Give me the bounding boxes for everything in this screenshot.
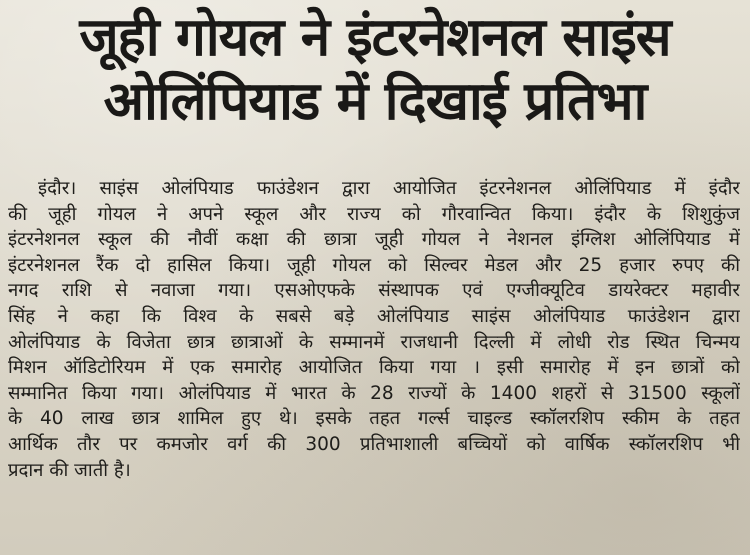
body-line: नगद राशि से नवाजा गया। एसओएफके संस्थापक एवं एग्जीक्यूटिव डायरेक्टर महावीर — [8, 280, 740, 302]
body-line: मिशन ऑडिटोरियम में एक समारोह आयोजित किया गया । इसी समारोह में इन छात्रों को — [8, 357, 740, 379]
body-line: इंटरनेशनल स्कूल की नौवीं कक्षा की छात्रा जूही गोयल ने नेशनल इंग्लिश ओलिंपियाड में — [8, 229, 740, 251]
body-line: सम्मानित किया गया। ओलंपियाड में भारत के 28 राज्यों के 1400 शहरों से 31500 स्कूलों — [8, 382, 740, 404]
headline-line-2: ओलिंपियाड में दिखाई प्रतिभा — [103, 71, 647, 132]
body-line: सिंह ने कहा कि विश्व के सबसे बड़े ओलंपियाड साइंस ओलंपियाड फाउंडेशन द्वारा — [8, 305, 740, 327]
body-line: इंदौर। साइंस ओलंपियाड फाउंडेशन द्वारा आयोजित इंटरनेशनल ओलिंपियाड में इंदौर — [38, 178, 740, 199]
body-line: के 40 लाख छात्र शामिल हुए थे। इसके तहत गर्ल्स चाइल्ड स्कॉलरशिप स्कीम के तहत — [8, 408, 740, 430]
body-line: इंटरनेशनल रैंक दो हासिल किया। जूही गोयल को सिल्वर मेडल और 25 हजार रुपए की — [8, 254, 740, 276]
body-line: ओलंपियाड के विजेता छात्र छात्राओं के सम्मानमें राजधानी दिल्ली में लोधी रोड स्थित चिन्मय — [8, 331, 740, 353]
body-line: प्रदान की जाती है। — [8, 459, 131, 481]
headline-line-1: जूही गोयल ने इंटरनेशनल साइंस — [79, 7, 671, 68]
body-line: की जूही गोयल ने अपने स्कूल और राज्य को गौरवान्वित किया। इंदौर के शिशुकुंज — [8, 203, 740, 225]
body-line: आर्थिक तौर पर कमजोर वर्ग की 300 प्रतिभाशाली बच्चियों को वार्षिक स्कॉलरशिप भी — [8, 433, 740, 455]
headline — [0, 6, 750, 134]
article-body — [8, 176, 740, 483]
